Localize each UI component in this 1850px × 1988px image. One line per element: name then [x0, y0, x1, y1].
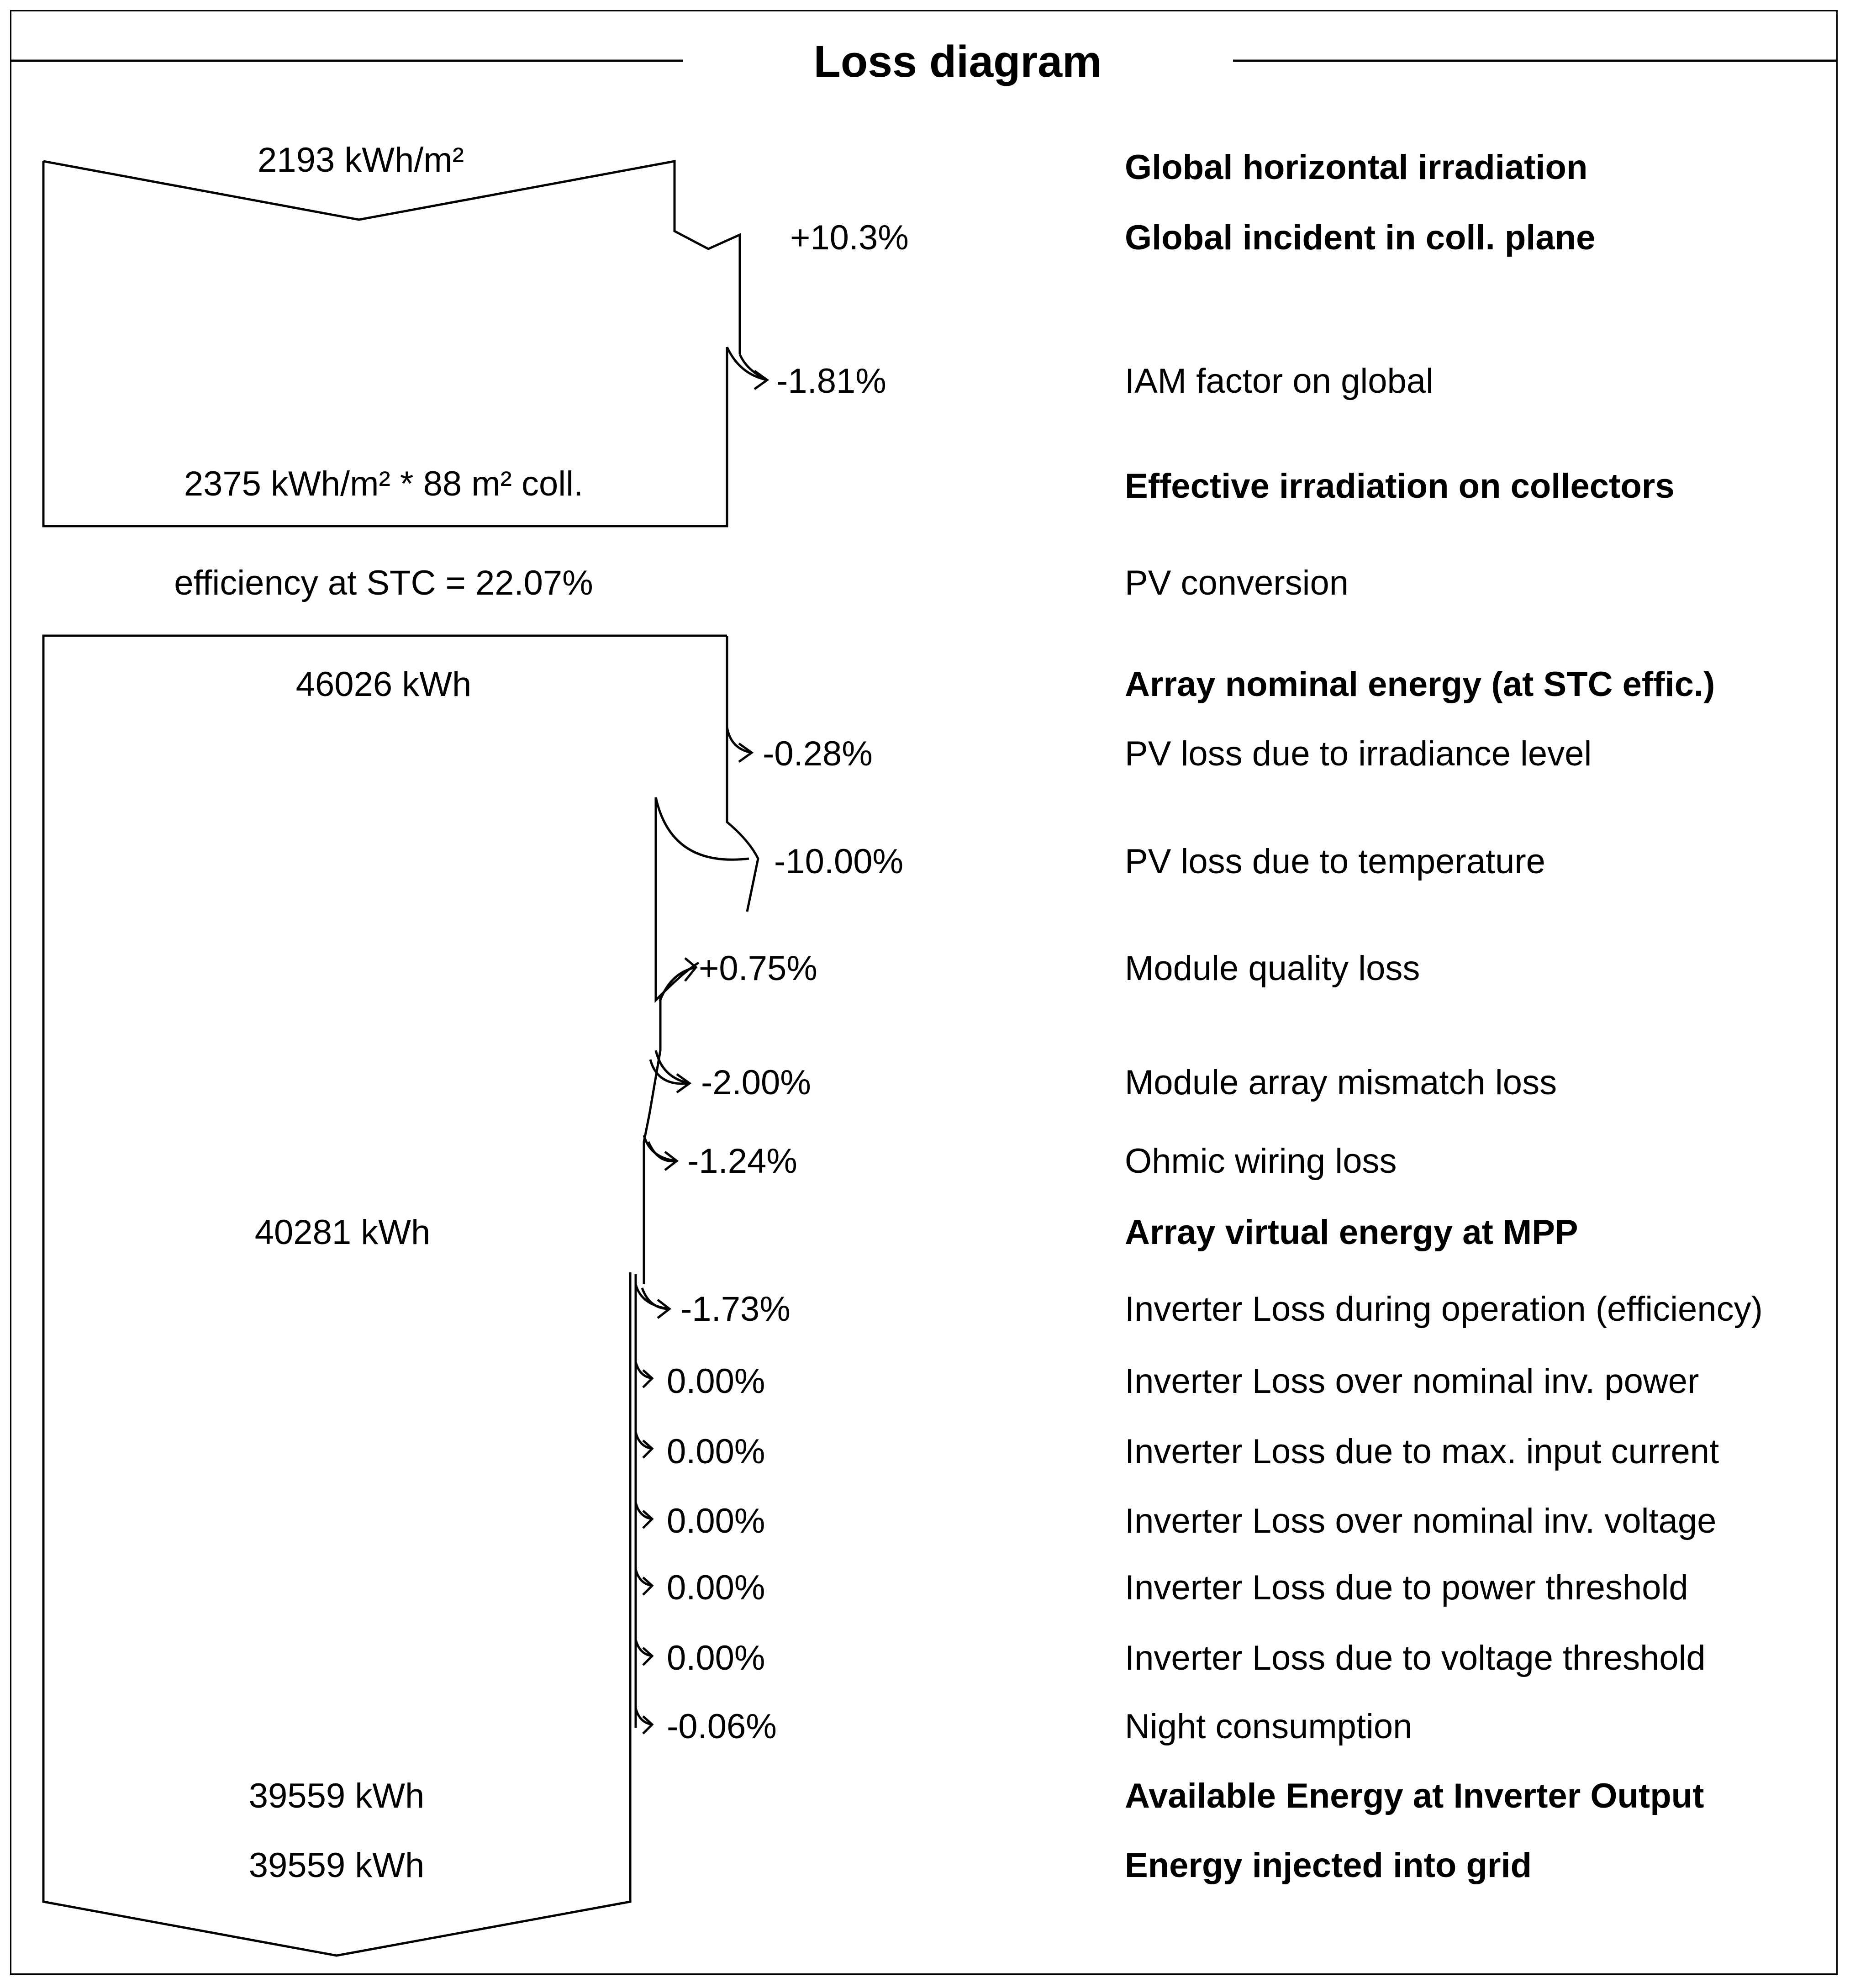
inverter-voltage-arrow: [636, 1503, 652, 1528]
input-irradiation-value: 2193 kWh/m²: [258, 141, 464, 179]
step-pct: -2.00%: [701, 1063, 811, 1102]
step-label: PV loss due to temperature: [1125, 842, 1545, 881]
step-label: Night consumption: [1125, 1707, 1413, 1746]
step-pct: -10.00%: [774, 842, 904, 881]
inverter-efficiency-arrow: [636, 1284, 669, 1318]
step-pct: +10.3%: [790, 218, 909, 257]
effective-irradiation-value: 2375 kWh/m² * 88 m² coll.: [184, 464, 584, 503]
iam-loss-arrow: [727, 347, 767, 389]
step-label: Energy injected into grid: [1125, 1846, 1532, 1885]
mpp-energy-value: 40281 kWh: [254, 1213, 431, 1252]
nominal-energy-value: 46026 kWh: [295, 665, 472, 704]
step-label: Inverter Loss over nominal inv. voltage: [1125, 1502, 1717, 1540]
ohmic-loss-arrow: [644, 1135, 677, 1170]
step-label: Array virtual energy at MPP: [1125, 1213, 1578, 1252]
step-pct: 0.00%: [667, 1568, 765, 1607]
grid-energy-value: 39559 kWh: [248, 1846, 425, 1885]
step-label: Inverter Loss over nominal inv. power: [1125, 1362, 1699, 1401]
inverter-output-value: 39559 kWh: [248, 1777, 425, 1815]
night-consumption-arrow: [636, 1708, 652, 1734]
step-label: Inverter Loss due to voltage threshold: [1125, 1639, 1706, 1677]
step-label: Module quality loss: [1125, 949, 1420, 988]
step-label: Effective irradiation on collectors: [1125, 467, 1675, 506]
step-label: Module array mismatch loss: [1125, 1063, 1557, 1102]
energy-block-outline: [43, 636, 758, 1956]
step-label: PV loss due to irradiance level: [1125, 734, 1592, 773]
step-pct: 0.00%: [667, 1432, 765, 1471]
inverter-current-arrow: [636, 1432, 652, 1458]
pv-conversion-label: PV conversion: [1125, 564, 1349, 602]
step-pct: -0.06%: [667, 1707, 777, 1746]
step-label: Global horizontal irradiation: [1125, 148, 1588, 187]
step-pct: -0.28%: [763, 734, 873, 773]
step-pct: 0.00%: [667, 1362, 765, 1401]
step-pct: 0.00%: [667, 1502, 765, 1540]
step-pct: 0.00%: [667, 1639, 765, 1677]
inverter-power-arrow: [636, 1362, 652, 1387]
diagram-title: Loss diagram: [813, 37, 1102, 86]
irradiance-loss-arrow: [727, 727, 752, 762]
mismatch-loss-arrow: [650, 1050, 690, 1092]
step-pct: +0.75%: [699, 949, 817, 988]
step-label: Global incident in coll. plane: [1125, 218, 1596, 257]
step-label: Inverter Loss during operation (efficiency): [1125, 1290, 1763, 1329]
step-label: Available Energy at Inverter Output: [1125, 1777, 1704, 1815]
inverter-voltage-threshold-arrow: [636, 1640, 652, 1665]
step-pct: -1.24%: [687, 1142, 797, 1181]
step-label: Inverter Loss due to power threshold: [1125, 1568, 1688, 1607]
step-label: Array nominal energy (at STC effic.): [1125, 665, 1715, 704]
step-label: Ohmic wiring loss: [1125, 1142, 1397, 1181]
step-pct: -1.81%: [776, 362, 886, 401]
step-pct: -1.73%: [680, 1290, 791, 1329]
step-label: Inverter Loss due to max. input current: [1125, 1432, 1719, 1471]
step-label: IAM factor on global: [1125, 362, 1434, 401]
inverter-power-threshold-arrow: [636, 1569, 652, 1595]
stc-efficiency-value: efficiency at STC = 22.07%: [174, 564, 593, 602]
